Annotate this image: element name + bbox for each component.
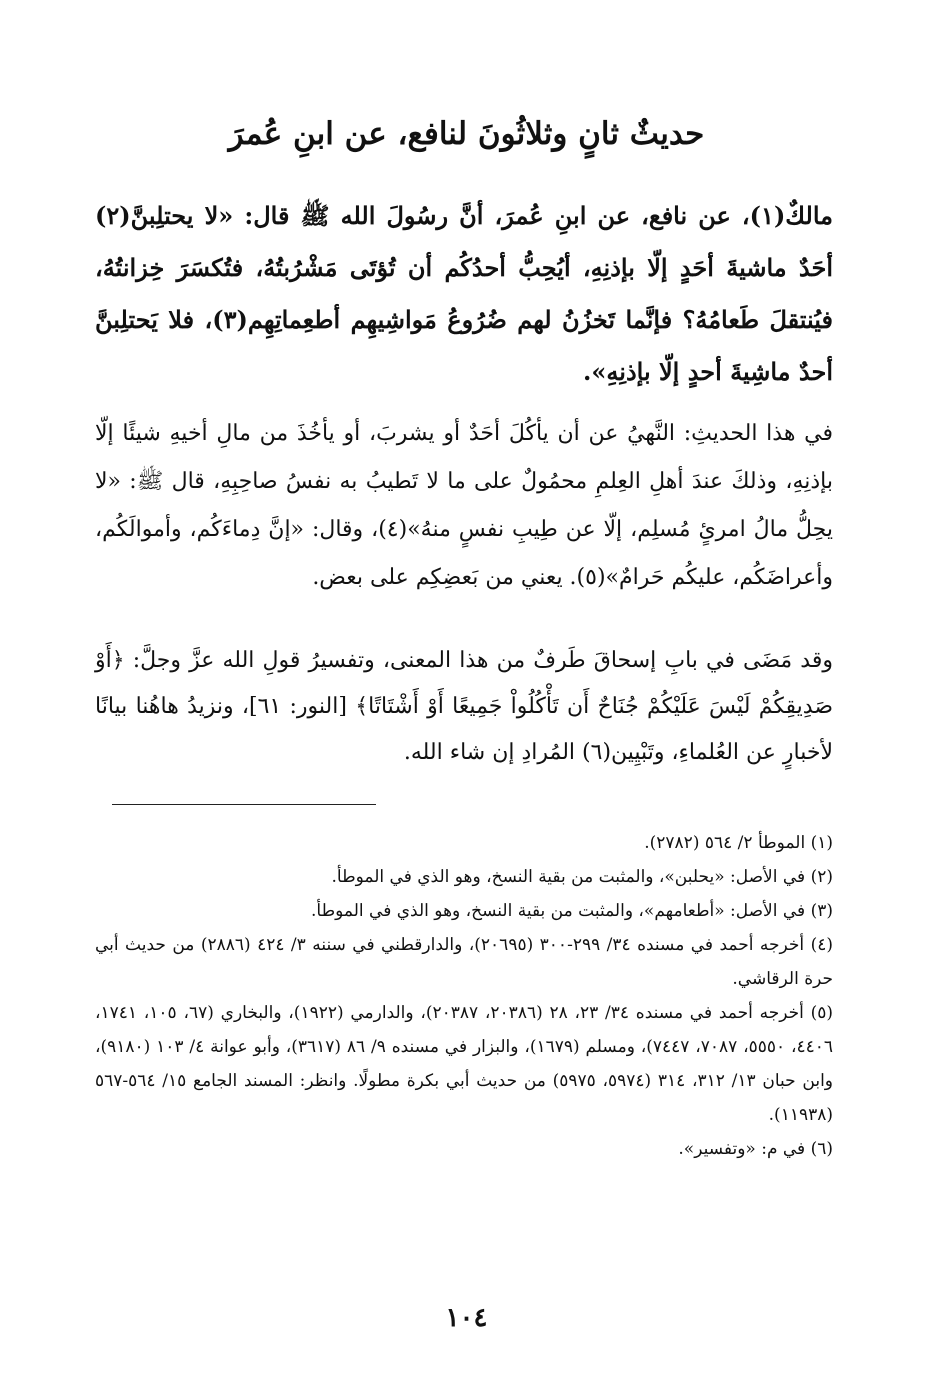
footnote-2: (٢) في الأصل: «يحلبن»، والمثبت من بقية النسخ، وهو الذي في الموطأ. — [331, 867, 833, 887]
footnote-6: (٦) في م: «وتفسير». — [678, 1139, 833, 1159]
footnote-4: (٤) أخرجه أحمد في مسنده ٣٤/ ٢٩٩-٣٠٠ (٢٠٦٩٥)، والدارقطني في سننه ٣/ ٤٢٤ (٢٨٨٦) من حديث أبي حرة الرقاشي. — [95, 935, 833, 989]
commentary-paragraph-1: في هذا الحديثِ: النَّهيُ عن أن يأكُلَ أحَدٌ أو يشربَ، أو يأخُذَ من مالِ أخيهِ شيئًا إلّا بإذنِهِ، وذلكَ عندَ أهلِ العِلمِ محمُولٌ على ما لا تَطيبُ به نفسُ صاحِبِهِ، قال ﷺ: «لا يحِلُّ مالُ امرئٍ مُسلِم، إلّا عن طِيبِ نفسٍ منهُ»(٤)، وقال: «إنَّ دِماءَكُم، وأموالَكُم، وأعراضَكُم، عليكُم حَرامٌ»(٥). يعني من بَعضِكِم على بعض. — [95, 421, 834, 590]
commentary-paragraph-2: وقد مَضَى في بابِ إسحاقَ طَرفٌ من هذا المعنى، وتفسيرُ قولِ الله عزَّ وجلَّ: ﴿أَوْ صَدِيقِكُمْ لَيْسَ عَلَيْكُمْ جُنَاحٌ أَن تَأْكُلُواْ جَمِيعًا أَوْ أَشْتَاتًا﴾ [النور: ٦١]، ونزيدُ هاهُنا بيانًا لأخبارٍ عن العُلماءِ، وتَبْيِين(٦) المُرادِ إن شاء الله. — [95, 648, 833, 765]
footnote-5: (٥) أخرجه أحمد في مسنده ٣٤/ ٢٣، ٢٨ (٢٠٣٨٦، ٢٠٣٨٧)، والدارمي (١٩٢٢)، والبخاري (٦٧، ١٠٥، ١٧٤١، ٤٤٠٦، ٥٥٥٠، ٧٠٨٧، ٧٤٤٧)، ومسلم (١٦٧٩)، والبزار في مسنده ٩/ ٨٦ (٣٦١٧)، وأبو عوانة ٤/ ١٠٣ (٩١٨٠)، وابن حبان ١٣/ ٣١٢، ٣١٤ (٥٩٧٤، ٥٩٧٥) من حديث أبي بكرة مطولًا. وانظر: المسند الجامع ١٥/ ٥٦٤-٥٦٧ (١١٩٣٨). — [95, 1003, 834, 1125]
footnote-3: (٣) في الأصل: «أطعامهم»، والمثبت من بقية النسخ، وهو الذي في الموطأ. — [311, 901, 833, 921]
footnote-1: (١) الموطأ ٢/ ٥٦٤ (٢٧٨٢). — [644, 833, 833, 853]
footnotes — [95, 826, 833, 1166]
page-title: حديثٌ ثانٍ وثلاثُونَ لنافع، عن ابنِ عُمرَ — [228, 116, 705, 152]
page-number: ١٠٤ — [445, 1303, 488, 1333]
hadith-text: مالكٌ(١)، عن نافع، عن ابنِ عُمرَ، أنَّ رسُولَ الله ﷺ قال: «لا يحتلِبنَّ(٢) أحَدٌ ماشيةَ أحَدٍ إلّا بإذنِهِ، أيُحِبُّ أحدُكُم أن تُؤتَى مَشْرُبتُهُ، فتُكسَرَ خِزانتُهُ، فيُنتقلَ طَعامُهُ؟ فإنَّما تَخزُنُ لهم ضُرُوعُ مَواشِيهِم أطعِماتِهِم(٣)، فلا يَحتلِبنَّ أحدٌ ماشِيةَ أحدٍ إلّا بإذنِهِ». — [95, 201, 833, 386]
footnote-divider — [112, 804, 376, 805]
